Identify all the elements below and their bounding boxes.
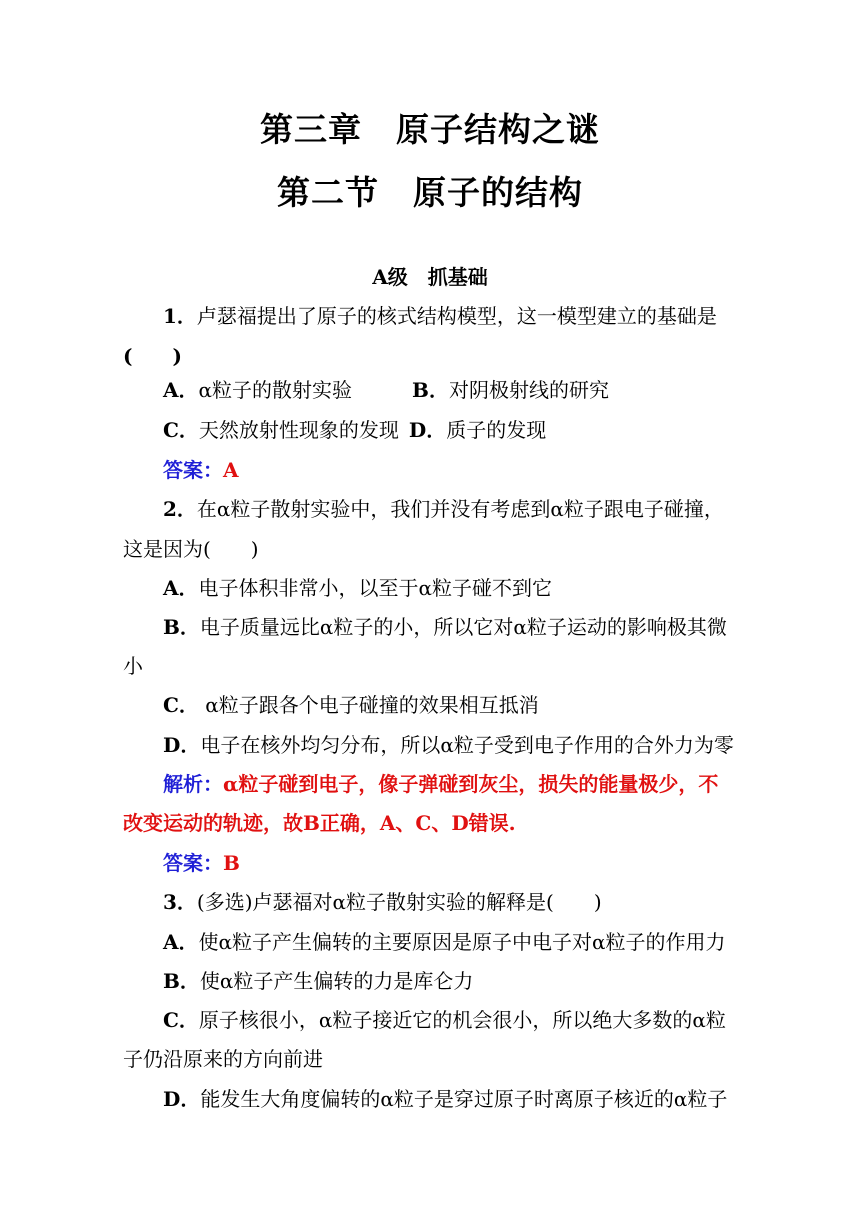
- q3-optA: 使α粒子产生偏转的主要原因是原子中电子对α粒子的作用力: [198, 930, 726, 954]
- q2-stem: [163, 496, 724, 522]
- q2-optB-cont: 小: [123, 654, 143, 678]
- q2-optB-line: [163, 614, 727, 640]
- q3-optB-label: B．: [163, 969, 200, 993]
- q1-number: 1．: [163, 304, 197, 328]
- q2-analysis-cont: 改变运动的轨迹，故B正确，A、C、D错误.: [123, 811, 516, 835]
- q1-answer-value: A: [223, 458, 239, 482]
- section-title: 原子的结构: [413, 173, 583, 212]
- q2-number: 2．: [163, 497, 197, 521]
- q3-optC: 原子核很小，α粒子接近它的机会很小，所以绝大多数的α粒: [198, 1008, 726, 1032]
- q2-stem-cont: 这是因为( ): [123, 537, 259, 561]
- q2-optC: α粒子跟各个电子碰撞的效果相互抵消: [198, 693, 539, 717]
- q2-analysis: [163, 771, 718, 797]
- level-heading: A级 抓基础: [372, 265, 488, 289]
- q2-optA-label: A．: [163, 576, 199, 600]
- q3-number: 3．: [163, 890, 197, 914]
- q2-answer-value: B: [223, 851, 240, 875]
- q1-optC-label: C．: [163, 418, 199, 442]
- q1-optB-label: B．: [412, 378, 449, 402]
- q2-answer: [163, 850, 240, 876]
- q3-optD-label: D．: [163, 1087, 201, 1111]
- q3-stem: [163, 889, 602, 915]
- q3-optC-label: C．: [163, 1008, 199, 1032]
- q3-optA-line: [163, 929, 726, 955]
- q2-analysis-label: 解析：: [163, 772, 223, 796]
- q2-optD-label: D．: [163, 733, 201, 757]
- q1-optC: 天然放射性现象的发现: [198, 418, 399, 442]
- q2-optA: 电子体积非常小，以至于α粒子碰不到它: [198, 576, 553, 600]
- q2-optA-line: [163, 575, 552, 601]
- q2-optB-label: B．: [163, 615, 200, 639]
- q2-stem-text: 在α粒子散射实验中，我们并没有考虑到α粒子跟电子碰撞，: [196, 497, 724, 521]
- q3-optC-line: [163, 1007, 726, 1033]
- chapter-heading: [0, 104, 860, 151]
- q2-optC-line: [163, 692, 539, 718]
- q1-optD-label: D．: [408, 418, 447, 442]
- q2-optB: 电子质量远比α粒子的小，所以它对α粒子运动的影响极其微: [199, 615, 727, 639]
- section-heading: [0, 167, 860, 214]
- q1-optA-label: A．: [163, 378, 199, 402]
- q2-optD-line: [163, 732, 734, 758]
- q1-options-ab: [163, 377, 609, 403]
- q1-answer: [163, 457, 239, 483]
- q3-optB-line: [163, 968, 473, 994]
- q3-optB: 使α粒子产生偏转的力是库仑力: [199, 969, 474, 993]
- q1-stem-text: 卢瑟福提出了原子的核式结构模型，这一模型建立的基础是: [196, 304, 717, 328]
- q3-stem-text: (多选)卢瑟福对α粒子散射实验的解释是( ): [196, 890, 602, 914]
- q3-optA-label: A．: [163, 930, 199, 954]
- q1-stem-bracket: ( ): [123, 344, 182, 368]
- q1-stem: [163, 303, 717, 329]
- q2-optC-label: C．: [163, 693, 199, 717]
- q3-optD: 能发生大角度偏转的α粒子是穿过原子时离原子核近的α粒子: [200, 1087, 728, 1111]
- q1-answer-label: 答案：: [163, 458, 223, 482]
- q2-analysis-text: α粒子碰到电子，像子弹碰到灰尘，损失的能量极少，不: [223, 772, 719, 796]
- chapter-title: 原子结构之谜: [396, 110, 600, 149]
- q3-optD-line: [163, 1086, 727, 1112]
- chapter-number: 第三章: [260, 110, 362, 149]
- q1-options-cd: [163, 417, 546, 443]
- section-number: 第二节: [277, 173, 379, 212]
- q1-optB: 对阴极射线的研究: [448, 378, 609, 402]
- q1-optD: 质子的发现: [446, 418, 547, 442]
- q2-answer-label: 答案：: [163, 851, 223, 875]
- q2-optD: 电子在核外均匀分布，所以α粒子受到电子作用的合外力为零: [200, 733, 734, 757]
- q1-optA: α粒子的散射实验: [198, 378, 353, 402]
- q3-optC-cont: 子仍沿原来的方向前进: [123, 1047, 323, 1071]
